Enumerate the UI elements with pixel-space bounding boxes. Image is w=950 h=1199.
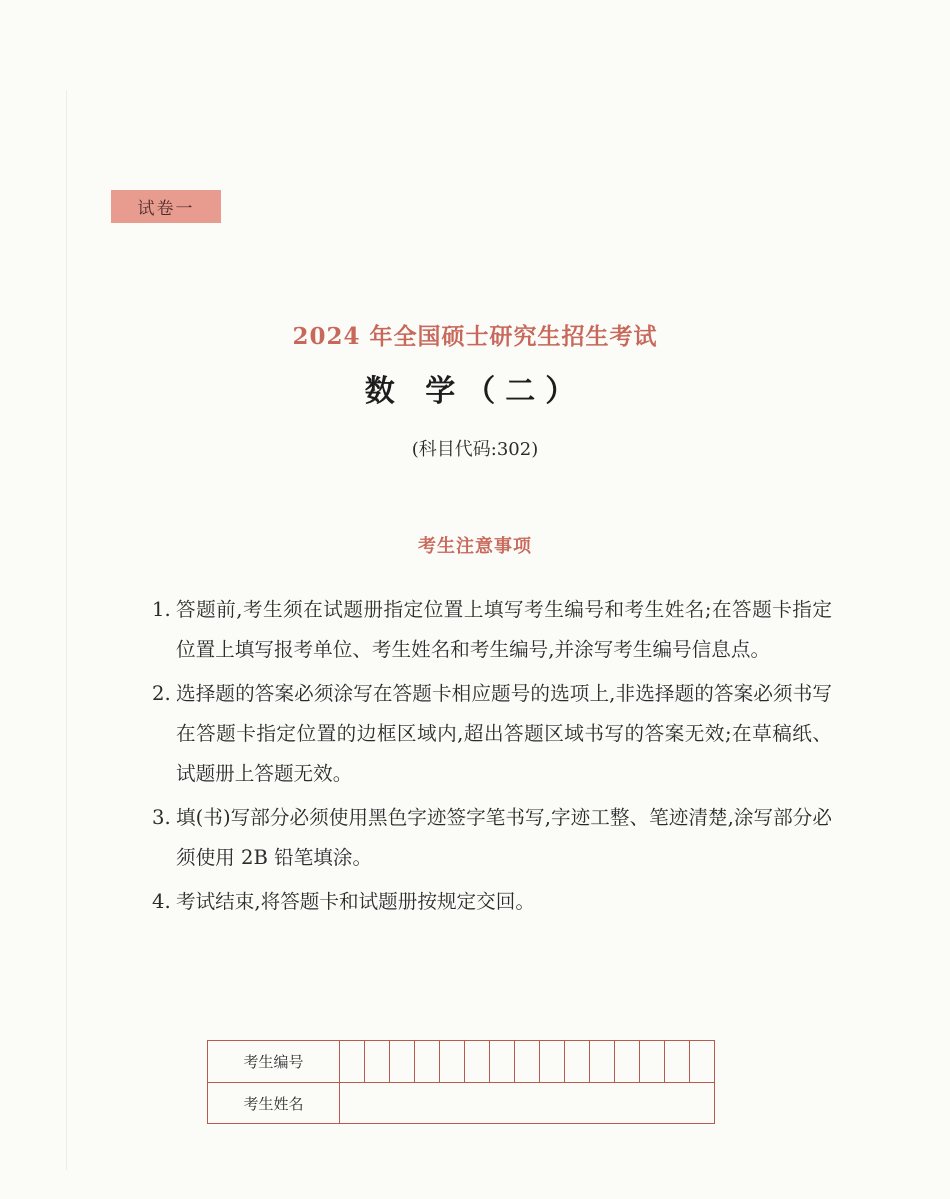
- subject-title: 数 学（二）: [364, 374, 586, 409]
- candidate-id-cell[interactable]: [640, 1041, 665, 1082]
- notice-list: [152, 590, 832, 926]
- notice-item: [152, 798, 832, 878]
- candidate-id-cell[interactable]: [590, 1041, 615, 1082]
- candidate-id-cell[interactable]: [540, 1041, 565, 1082]
- candidate-id-cell[interactable]: [465, 1041, 490, 1082]
- exam-title: 2024 年全国硕士研究生招生考试: [292, 323, 658, 350]
- notice-item-number: 4.: [152, 890, 171, 913]
- candidate-name-row: [208, 1083, 714, 1123]
- notice-item-number: 1.: [152, 598, 171, 621]
- notice-item-number: 2.: [152, 682, 171, 705]
- candidate-id-cell[interactable]: [665, 1041, 690, 1082]
- page-edge-shadow: [66, 90, 67, 1170]
- paper-tag: 试卷一: [111, 190, 221, 223]
- candidate-info-table: [207, 1040, 715, 1124]
- candidate-name-label: 考生姓名: [208, 1083, 340, 1123]
- notice-item-text: 答题前,考生须在试题册指定位置上填写考生编号和考生姓名;在答题卡指定位置上填写报考单位、考生姓名和考生编号,并涂写考生编号信息点。: [176, 598, 832, 661]
- candidate-id-cell[interactable]: [415, 1041, 440, 1082]
- notice-item: [152, 882, 832, 922]
- notice-item-text: 考试结束,将答题卡和试题册按规定交回。: [176, 890, 535, 913]
- subject-code: (科目代码:302): [411, 439, 539, 460]
- notice-item: [152, 590, 832, 670]
- candidate-id-cell[interactable]: [440, 1041, 465, 1082]
- notice-title: 考生注意事项: [418, 536, 532, 557]
- candidate-id-cell[interactable]: [365, 1041, 390, 1082]
- notice-item: [152, 674, 832, 794]
- candidate-name-field[interactable]: [340, 1083, 714, 1123]
- candidate-id-cell[interactable]: [340, 1041, 365, 1082]
- candidate-id-cell[interactable]: [690, 1041, 714, 1082]
- candidate-id-cells[interactable]: [340, 1041, 714, 1082]
- candidate-id-row: [208, 1041, 714, 1083]
- notice-item-text: 填(书)写部分必须使用黑色字迹签字笔书写,字迹工整、笔迹清楚,涂写部分必须使用 2B 铅笔填涂。: [176, 806, 832, 869]
- notice-item-number: 3.: [152, 806, 171, 829]
- candidate-id-cell[interactable]: [615, 1041, 640, 1082]
- candidate-id-cell[interactable]: [390, 1041, 415, 1082]
- notice-item-text: 选择题的答案必须涂写在答题卡相应题号的选项上,非选择题的答案必须书写在答题卡指定位置的边框区域内,超出答题区域书写的答案无效;在草稿纸、试题册上答题无效。: [176, 682, 832, 785]
- candidate-id-label: 考生编号: [208, 1041, 340, 1082]
- candidate-id-cell[interactable]: [565, 1041, 590, 1082]
- candidate-id-cell[interactable]: [490, 1041, 515, 1082]
- candidate-id-cell[interactable]: [515, 1041, 540, 1082]
